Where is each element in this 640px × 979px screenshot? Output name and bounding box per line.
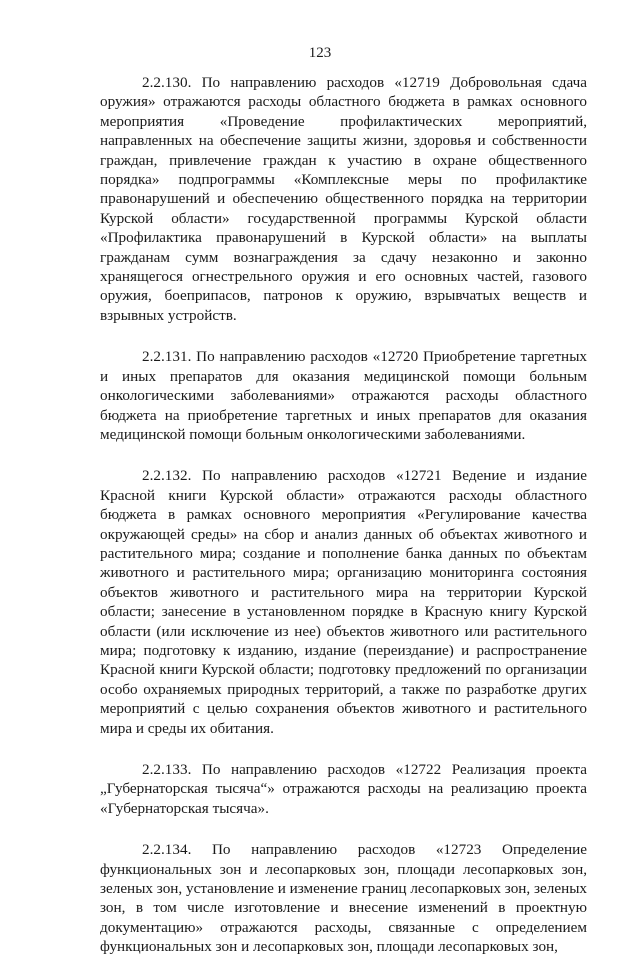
paragraph-2-2-134: 2.2.134. По направлению расходов «12723 Определение функциональных зон и лесопарковых зон, площади лесопарковых зон, зеленых зон, установление и изменение границ лесопарковых зон, зеленых зон, в том числе изготовление и внесение изменений в проектную документацию» отражаются расходы, связанные с определением функциональных зон и лесопарковых зон, площади лесопарковых зон, (100, 841, 587, 956)
document-body (100, 73, 587, 979)
paragraph-2-2-130: 2.2.130. По направлению расходов «12719 Добровольная сдача оружия» отражаются расходы областного бюджета в рамках основного мероприятия «Проведение профилактических мероприятий, направленных на обеспечение защиты жизни, здоровья и собственности граждан, привлечение граждан к участию в охране общественного порядка» подпрограммы «Комплексные меры по профилактике правонарушений и обеспечению общественного порядка на территории Курской области» государственной программы Курской области «Профилактика правонарушений в Курской области» на выплаты гражданам сумм вознаграждения за сдачу незаконно и законно хранящегося огнестрельного оружия и его основных частей, газового оружия, боеприпасов, патронов к оружию, взрывчатых веществ и взрывных устройств. (100, 74, 587, 324)
page-number: 123 (308, 45, 332, 61)
paragraph-2-2-131: 2.2.131. По направлению расходов «12720 Приобретение таргетных и иных препаратов для оказания медицинской помощи больным онкологическими заболеваниями» отражаются расходы областного бюджета на приобретение таргетных и иных препаратов для оказания медицинской помощи больным онкологическими заболеваниями. (100, 348, 587, 443)
paragraph-2-2-133: 2.2.133. По направлению расходов «12722 Реализация проекта „Губернаторская тысяча“» отражаются расходы на реализацию проекта «Губернаторская тысяча». (100, 761, 587, 817)
paragraph-2-2-132: 2.2.132. По направлению расходов «12721 Ведение и издание Красной книги Курской области» отражаются расходы областного бюджета в рамках основного мероприятия «Регулирование качества окружающей среды» на сбор и анализ данных об объектах животного и растительного мира; создание и пополнение банка данных по объектам животного и растительного мира; организацию мониторинга состояния объектов животного и растительного мира на территории Курской области; занесение в установленном порядке в Красную книгу Курской области (или исключение из нее) объектов животного или растительного мира; подготовку к изданию, издание (переиздание) и распространение Красной книги Курской области; подготовку предложений по организации особо охраняемых природных территорий, а также по разработке других мероприятий с целью сохранения объектов животного и растительного мира и среды их обитания. (100, 467, 587, 737)
